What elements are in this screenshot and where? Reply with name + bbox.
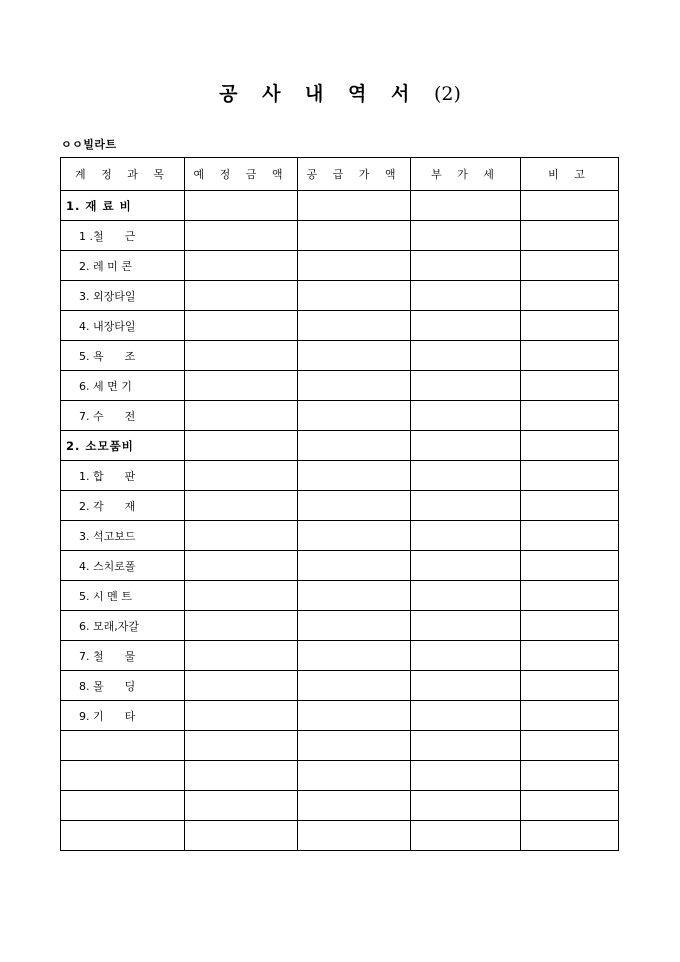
- planned-amount-cell: [185, 401, 298, 431]
- supply-value-cell: [298, 341, 411, 371]
- account-item-cell: 2. 각 재: [61, 491, 185, 521]
- vat-cell: [411, 551, 521, 581]
- table-row: [61, 701, 619, 731]
- supply-value-cell: [298, 641, 411, 671]
- document-title: [0, 80, 680, 108]
- account-item-cell: 9. 기 타: [61, 701, 185, 731]
- remarks-cell: [521, 311, 619, 341]
- vat-cell: [411, 821, 521, 851]
- planned-amount-cell: [185, 731, 298, 761]
- remarks-cell: [521, 731, 619, 761]
- table-row: [61, 761, 619, 791]
- table-row: [61, 221, 619, 251]
- account-item-cell: 1 .철 근: [61, 221, 185, 251]
- table-row: [61, 821, 619, 851]
- table-row: [61, 581, 619, 611]
- account-item-cell: 5. 시 멘 트: [61, 581, 185, 611]
- table-row: [61, 311, 619, 341]
- vat-cell: [411, 431, 521, 461]
- remarks-cell: [521, 821, 619, 851]
- planned-amount-cell: [185, 311, 298, 341]
- table-row: [61, 401, 619, 431]
- account-item-cell: 5. 욕 조: [61, 341, 185, 371]
- planned-amount-cell: [185, 281, 298, 311]
- header-planned-amount: 예 정 금 액: [185, 158, 298, 191]
- planned-amount-cell: [185, 251, 298, 281]
- vat-cell: [411, 401, 521, 431]
- planned-amount-cell: [185, 791, 298, 821]
- account-item-cell: 3. 외장타일: [61, 281, 185, 311]
- account-item-cell: 7. 철 물: [61, 641, 185, 671]
- planned-amount-cell: [185, 701, 298, 731]
- table-row: [61, 341, 619, 371]
- table-row: [61, 281, 619, 311]
- remarks-cell: [521, 191, 619, 221]
- remarks-cell: [521, 581, 619, 611]
- supply-value-cell: [298, 701, 411, 731]
- account-item-cell: 3. 석고보드: [61, 521, 185, 551]
- cost-breakdown-table: [60, 157, 619, 851]
- vat-cell: [411, 791, 521, 821]
- planned-amount-cell: [185, 671, 298, 701]
- remarks-cell: [521, 221, 619, 251]
- account-item-cell: 4. 스치로폴: [61, 551, 185, 581]
- planned-amount-cell: [185, 461, 298, 491]
- planned-amount-cell: [185, 821, 298, 851]
- table-row: [61, 371, 619, 401]
- account-item-cell: [61, 791, 185, 821]
- vat-cell: [411, 671, 521, 701]
- vat-cell: [411, 521, 521, 551]
- remarks-cell: [521, 461, 619, 491]
- vat-cell: [411, 581, 521, 611]
- vat-cell: [411, 611, 521, 641]
- vat-cell: [411, 281, 521, 311]
- header-account-item: 계 정 과 목: [61, 158, 185, 191]
- supply-value-cell: [298, 671, 411, 701]
- account-item-cell: 2. 레 미 콘: [61, 251, 185, 281]
- header-supply-value: 공 급 가 액: [298, 158, 411, 191]
- planned-amount-cell: [185, 641, 298, 671]
- header-remarks: 비 고: [521, 158, 619, 191]
- supply-value-cell: [298, 611, 411, 641]
- remarks-cell: [521, 611, 619, 641]
- supply-value-cell: [298, 521, 411, 551]
- table-row: [61, 671, 619, 701]
- table-row: [61, 641, 619, 671]
- remarks-cell: [521, 701, 619, 731]
- account-item-cell: 1. 재 료 비: [61, 191, 185, 221]
- remarks-cell: [521, 761, 619, 791]
- vat-cell: [411, 191, 521, 221]
- account-item-cell: 6. 세 면 기: [61, 371, 185, 401]
- remarks-cell: [521, 491, 619, 521]
- account-item-cell: [61, 761, 185, 791]
- table-header-row: [61, 158, 619, 191]
- supply-value-cell: [298, 401, 411, 431]
- supply-value-cell: [298, 191, 411, 221]
- remarks-cell: [521, 401, 619, 431]
- planned-amount-cell: [185, 761, 298, 791]
- supply-value-cell: [298, 281, 411, 311]
- table-row: [61, 521, 619, 551]
- table-row: [61, 551, 619, 581]
- account-item-cell: 7. 수 전: [61, 401, 185, 431]
- project-name: ㅇㅇ빌라트: [61, 138, 117, 151]
- planned-amount-cell: [185, 611, 298, 641]
- vat-cell: [411, 731, 521, 761]
- vat-cell: [411, 311, 521, 341]
- account-item-cell: [61, 731, 185, 761]
- supply-value-cell: [298, 491, 411, 521]
- vat-cell: [411, 761, 521, 791]
- table-section-row: [61, 191, 619, 221]
- remarks-cell: [521, 281, 619, 311]
- vat-cell: [411, 371, 521, 401]
- account-item-cell: 1. 합 판: [61, 461, 185, 491]
- table-row: [61, 611, 619, 641]
- vat-cell: [411, 701, 521, 731]
- remarks-cell: [521, 341, 619, 371]
- planned-amount-cell: [185, 221, 298, 251]
- table-row: [61, 791, 619, 821]
- vat-cell: [411, 341, 521, 371]
- table-row: [61, 251, 619, 281]
- supply-value-cell: [298, 731, 411, 761]
- remarks-cell: [521, 431, 619, 461]
- vat-cell: [411, 221, 521, 251]
- vat-cell: [411, 461, 521, 491]
- remarks-cell: [521, 371, 619, 401]
- supply-value-cell: [298, 311, 411, 341]
- planned-amount-cell: [185, 581, 298, 611]
- account-item-cell: 4. 내장타일: [61, 311, 185, 341]
- account-item-cell: [61, 821, 185, 851]
- document-title-text: 공 사 내 역 서: [219, 83, 419, 105]
- vat-cell: [411, 641, 521, 671]
- supply-value-cell: [298, 431, 411, 461]
- supply-value-cell: [298, 221, 411, 251]
- supply-value-cell: [298, 821, 411, 851]
- vat-cell: [411, 491, 521, 521]
- planned-amount-cell: [185, 431, 298, 461]
- remarks-cell: [521, 551, 619, 581]
- planned-amount-cell: [185, 491, 298, 521]
- planned-amount-cell: [185, 191, 298, 221]
- planned-amount-cell: [185, 341, 298, 371]
- table-body: [61, 191, 619, 851]
- planned-amount-cell: [185, 521, 298, 551]
- remarks-cell: [521, 521, 619, 551]
- header-vat: 부 가 세: [411, 158, 521, 191]
- supply-value-cell: [298, 581, 411, 611]
- remarks-cell: [521, 641, 619, 671]
- account-item-cell: 2. 소모품비: [61, 431, 185, 461]
- remarks-cell: [521, 671, 619, 701]
- remarks-cell: [521, 791, 619, 821]
- document-title-suffix: (2): [433, 83, 461, 105]
- table-row: [61, 731, 619, 761]
- table-row: [61, 461, 619, 491]
- supply-value-cell: [298, 461, 411, 491]
- vat-cell: [411, 251, 521, 281]
- supply-value-cell: [298, 761, 411, 791]
- planned-amount-cell: [185, 371, 298, 401]
- supply-value-cell: [298, 791, 411, 821]
- account-item-cell: 6. 모래,자갈: [61, 611, 185, 641]
- table-section-row: [61, 431, 619, 461]
- remarks-cell: [521, 251, 619, 281]
- supply-value-cell: [298, 251, 411, 281]
- planned-amount-cell: [185, 551, 298, 581]
- supply-value-cell: [298, 371, 411, 401]
- table-row: [61, 491, 619, 521]
- supply-value-cell: [298, 551, 411, 581]
- account-item-cell: 8. 몰 딩: [61, 671, 185, 701]
